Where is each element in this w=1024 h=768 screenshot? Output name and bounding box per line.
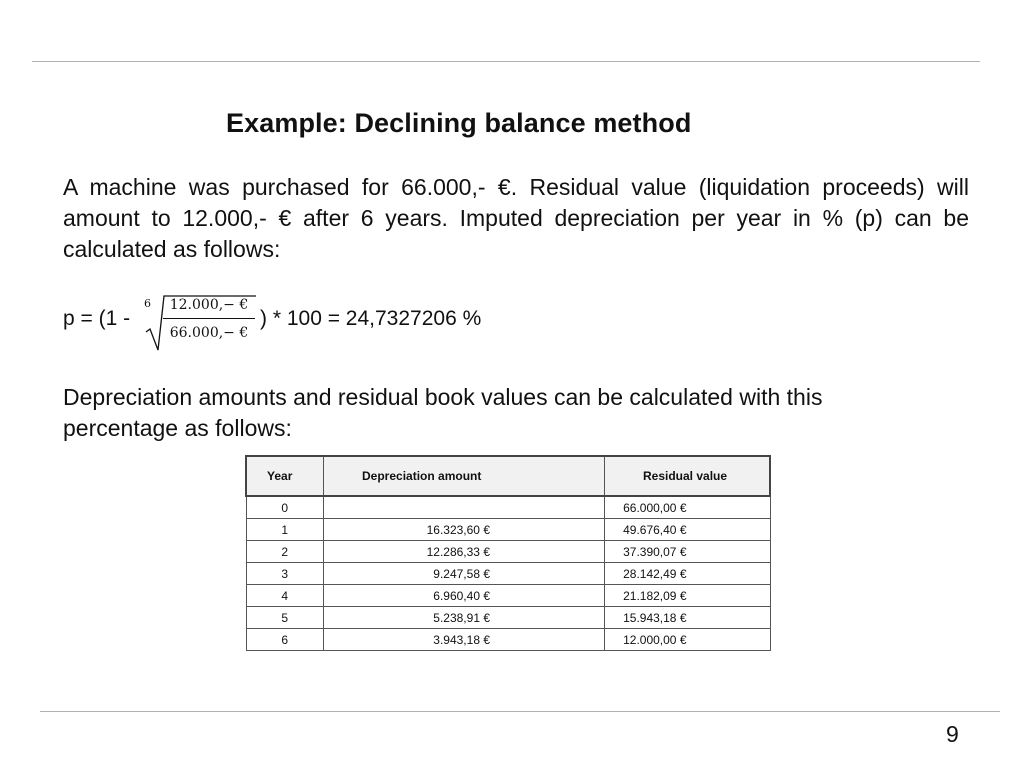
- cell-residual: 49.676,40 €: [605, 519, 771, 541]
- followup-paragraph: Depreciation amounts and residual book values can be calculated with this percentage as follows:: [63, 384, 823, 441]
- cell-depreciation: 16.323,60 €: [324, 519, 605, 541]
- cell-year: 5: [246, 607, 324, 629]
- table-row: [246, 629, 770, 651]
- bottom-divider: [40, 711, 1000, 712]
- fraction-bar: [163, 318, 255, 319]
- cell-year: 4: [246, 585, 324, 607]
- table-row: [246, 496, 770, 519]
- cell-residual: 37.390,07 €: [605, 541, 771, 563]
- table-row: [246, 607, 770, 629]
- slide-title: Example: Declining balance method: [226, 108, 692, 138]
- intro-paragraph: A machine was purchased for 66.000,- €. Residual value (liquidation proceeds) will amount to 12.000,- € after 6 years. Imputed depreciation per year in % (p) can be calculated as follows:: [63, 174, 969, 262]
- cell-residual: 15.943,18 €: [605, 607, 771, 629]
- cell-depreciation: 6.960,40 €: [324, 585, 605, 607]
- cell-depreciation: 5.238,91 €: [324, 607, 605, 629]
- table-header-row: [246, 456, 770, 496]
- table-row: [246, 585, 770, 607]
- cell-residual: 28.142,49 €: [605, 563, 771, 585]
- cell-year: 6: [246, 629, 324, 651]
- table-row: [246, 563, 770, 585]
- cell-depreciation: 9.247,58 €: [324, 563, 605, 585]
- table-row: [246, 519, 770, 541]
- cell-year: 3: [246, 563, 324, 585]
- cell-year: 2: [246, 541, 324, 563]
- cell-residual: 66.000,00 €: [605, 496, 771, 519]
- table-row: [246, 541, 770, 563]
- cell-depreciation: [324, 496, 605, 519]
- cell-residual: 21.182,09 €: [605, 585, 771, 607]
- sixth-root: [143, 290, 258, 352]
- header-residual: Residual value: [605, 456, 771, 496]
- fraction-numerator: 12.000,− €: [169, 297, 249, 313]
- formula-result: ) * 100 = 24,7327206 %: [260, 307, 482, 330]
- depreciation-table: [245, 455, 771, 651]
- top-divider: [32, 61, 980, 62]
- fraction-denominator: 66.000,− €: [169, 325, 249, 341]
- cell-depreciation: 3.943,18 €: [324, 629, 605, 651]
- cell-year: 0: [246, 496, 324, 519]
- header-depreciation: Depreciation amount: [324, 456, 605, 496]
- header-year: Year: [246, 456, 324, 496]
- cell-depreciation: 12.286,33 €: [324, 541, 605, 563]
- cell-residual: 12.000,00 €: [605, 629, 771, 651]
- root-index: 6: [144, 297, 151, 310]
- fraction: [163, 294, 255, 344]
- formula-prefix: p = (1 -: [63, 307, 131, 330]
- page-number: 9: [946, 721, 959, 747]
- cell-year: 1: [246, 519, 324, 541]
